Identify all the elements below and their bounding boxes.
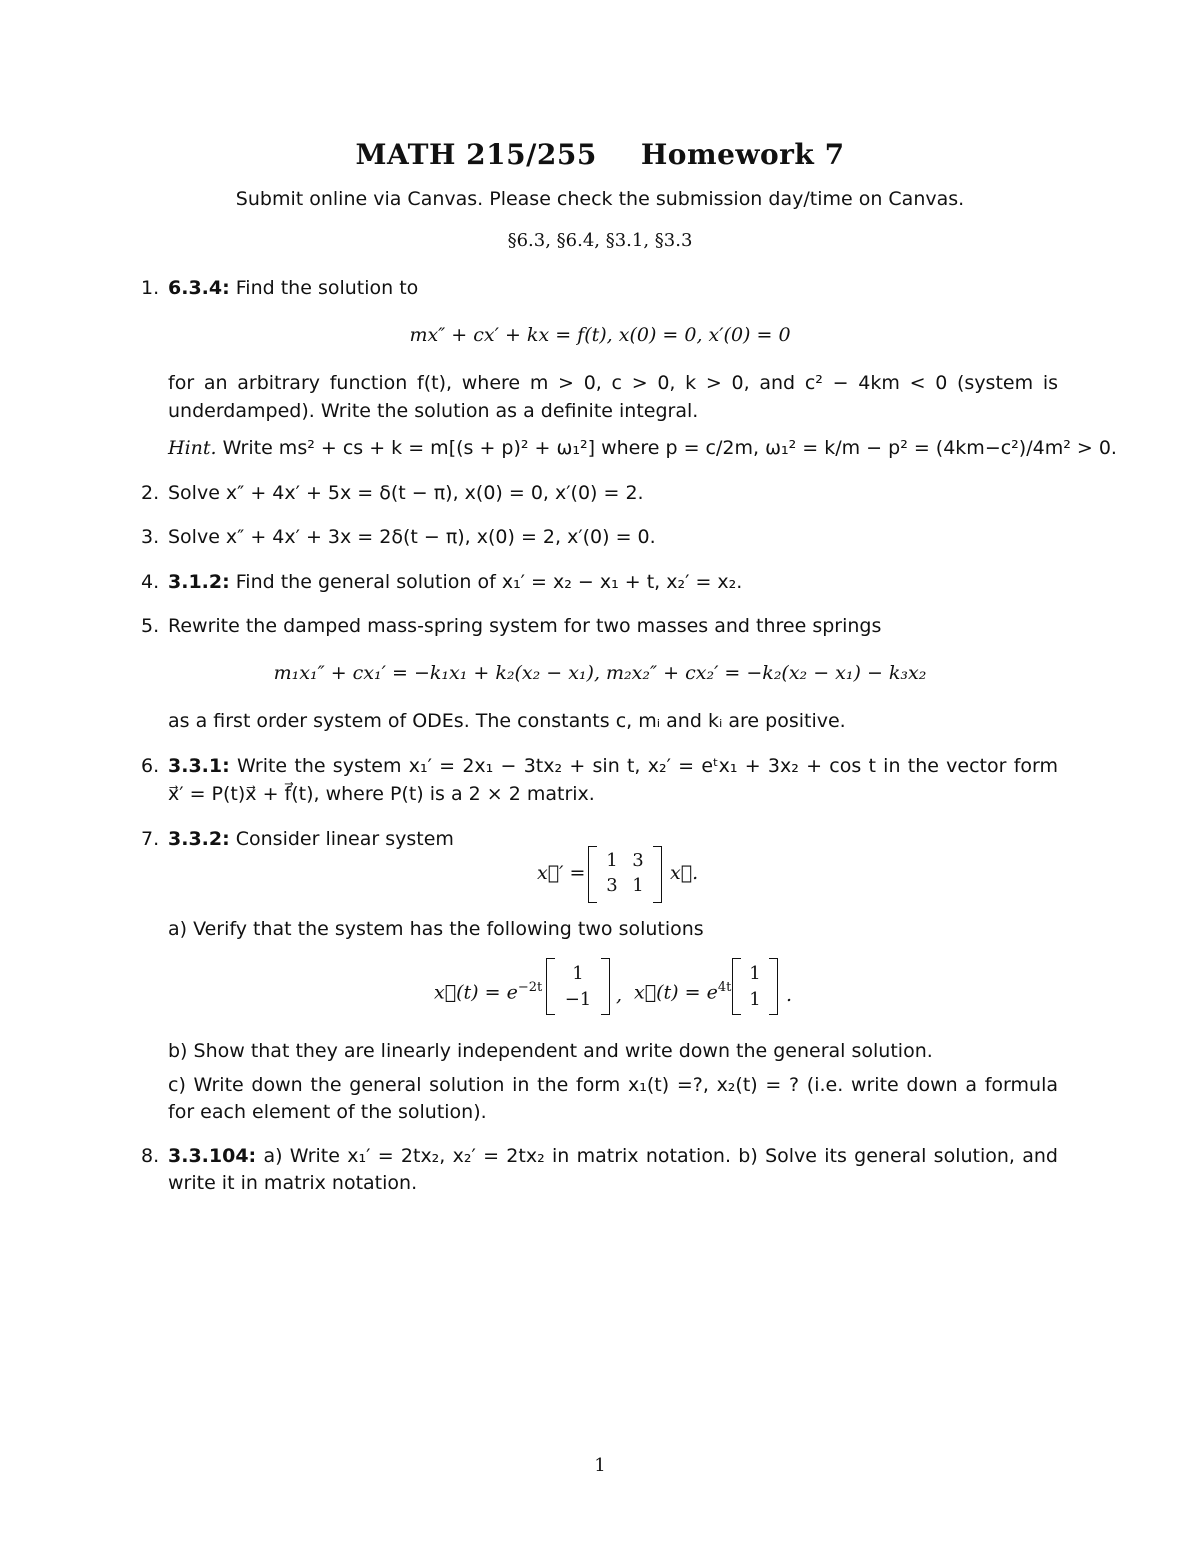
bracket-left <box>588 846 597 903</box>
solution-2-vector <box>732 958 778 1016</box>
assignment-name: Homework 7 <box>640 138 845 171</box>
problem-2-number: 2. <box>141 482 160 504</box>
problem-6-line1-text: Write the system x₁′ = 2x₁ − 3tx₂ + sin t, x₂′ = eᵗx₁ + 3x₂ + cos t in the vector form <box>236 755 1058 777</box>
problem-7-number: 7. <box>141 828 160 850</box>
bracket-right <box>769 958 778 1015</box>
matrix-cell: 1 <box>632 875 644 896</box>
bracket-right <box>653 846 662 903</box>
problem-3-number: 3. <box>141 526 160 548</box>
section-list: §6.3, §6.4, §3.1, §3.3 <box>507 230 693 251</box>
solution-separator: , <box>616 984 623 1006</box>
problem-4-number: 4. <box>141 571 160 593</box>
problem-3-text: Solve x″ + 4x′ + 3x = 2δ(t − π), x(0) = 2, x′(0) = 0. <box>168 526 656 548</box>
problem-1-hint <box>168 437 1117 459</box>
problem-4-tag: 3.1.2: <box>168 571 230 593</box>
problem-8-number: 8. <box>141 1145 160 1167</box>
problem-5-after: as a first order system of ODEs. The constants c, mᵢ and kᵢ are positive. <box>168 710 846 732</box>
problem-7-prompt: Consider linear system <box>235 828 454 850</box>
matrix-cell: 3 <box>606 875 618 896</box>
problem-1-header <box>168 277 418 299</box>
problem-7-part-c-line2: for each element of the solution). <box>168 1101 487 1123</box>
hint-text: Write ms² + cs + k = m[(s + p)² + ω₁²] where p = c/2m, ω₁² = k/m − p² = (4km−c²)/4m² > 0. <box>222 437 1117 459</box>
bracket-left <box>546 958 555 1015</box>
problem-8-line2: write it in matrix notation. <box>168 1172 418 1194</box>
system-rhs: x⃗. <box>670 862 699 884</box>
problem-5-equation: m₁x₁″ + cx₁′ = −k₁x₁ + k₂(x₂ − x₁), m₂x₂″ + cx₂′ = −k₂(x₂ − x₁) − k₃x₂ <box>273 662 927 684</box>
problem-6-tag: 3.3.1: <box>168 755 230 777</box>
problem-7-tag: 3.3.2: <box>168 828 230 850</box>
solution-end: . <box>786 984 793 1006</box>
problem-1-body-line1: for an arbitrary function f(t), where m > 0, c > 0, k > 0, and c² − 4km < 0 (system is <box>168 372 1058 394</box>
problem-7-header <box>168 828 454 850</box>
problem-8-line1-text: a) Write x₁′ = 2tx₂, x₂′ = 2tx₂ in matrix notation. b) Solve its general solution, and <box>263 1145 1058 1167</box>
bracket-left <box>732 958 741 1015</box>
solution-2-exponent: 4t <box>717 980 732 995</box>
system-lhs: x⃗′ = <box>537 862 586 884</box>
problem-5-text: Rewrite the damped mass-spring system for two masses and three springs <box>168 615 882 637</box>
system-matrix <box>588 846 662 904</box>
bracket-right <box>601 958 610 1015</box>
vector-cell: 1 <box>572 963 584 984</box>
solution-1-exponent: −2t <box>517 980 543 995</box>
solution-1-lhs: x⃗(t) = $e^{-2t}$ <box>434 980 543 1004</box>
problem-6-line2: x⃗′ = P(t)x⃗ + f⃗(t), where P(t) is a 2 × 2 matrix. <box>168 783 595 805</box>
matrix-cell: 3 <box>632 850 644 871</box>
problem-4-header <box>168 571 742 593</box>
solution-2-lhs: x⃗(t) = $e^{4t}$ <box>634 980 732 1004</box>
problem-1-prompt: Find the solution to <box>235 277 419 299</box>
problem-5-number: 5. <box>141 615 160 637</box>
problem-6-line1 <box>168 755 1058 777</box>
vector-cell: 1 <box>749 963 761 984</box>
submission-note: Submit online via Canvas. Please check the submission day/time on Canvas. <box>235 188 965 210</box>
problem-1-tag: 6.3.4: <box>168 277 230 299</box>
vector-cell: −1 <box>564 989 592 1010</box>
vector-cell: 1 <box>749 989 761 1010</box>
course-code: MATH 215/255 <box>355 138 597 171</box>
problem-8-line1 <box>168 1145 1058 1167</box>
problem-1-equation: mx″ + cx′ + kx = f(t), x(0) = 0, x′(0) = 0 <box>409 324 791 346</box>
problem-7-part-c-line1: c) Write down the general solution in the form x₁(t) =?, x₂(t) = ? (i.e. write down a formula <box>168 1074 1058 1096</box>
problem-6-number: 6. <box>141 755 160 777</box>
problem-1-body-line2: underdamped). Write the solution as a definite integral. <box>168 400 699 422</box>
problem-2-text: Solve x″ + 4x′ + 5x = δ(t − π), x(0) = 0, x′(0) = 2. <box>168 482 644 504</box>
problem-4-text: Find the general solution of x₁′ = x₂ − x₁ + t, x₂′ = x₂. <box>235 571 743 593</box>
problem-1-number: 1. <box>141 277 160 299</box>
problem-7-part-a: a) Verify that the system has the following two solutions <box>168 918 704 940</box>
problem-7-part-b: b) Show that they are linearly independent and write down the general solution. <box>168 1040 933 1062</box>
hint-label: Hint. <box>168 437 217 459</box>
page-number: 1 <box>594 1455 606 1476</box>
page-title <box>0 138 1200 171</box>
solution-1-vector <box>546 958 610 1016</box>
problem-8-tag: 3.3.104: <box>168 1145 257 1167</box>
matrix-cell: 1 <box>606 850 618 871</box>
